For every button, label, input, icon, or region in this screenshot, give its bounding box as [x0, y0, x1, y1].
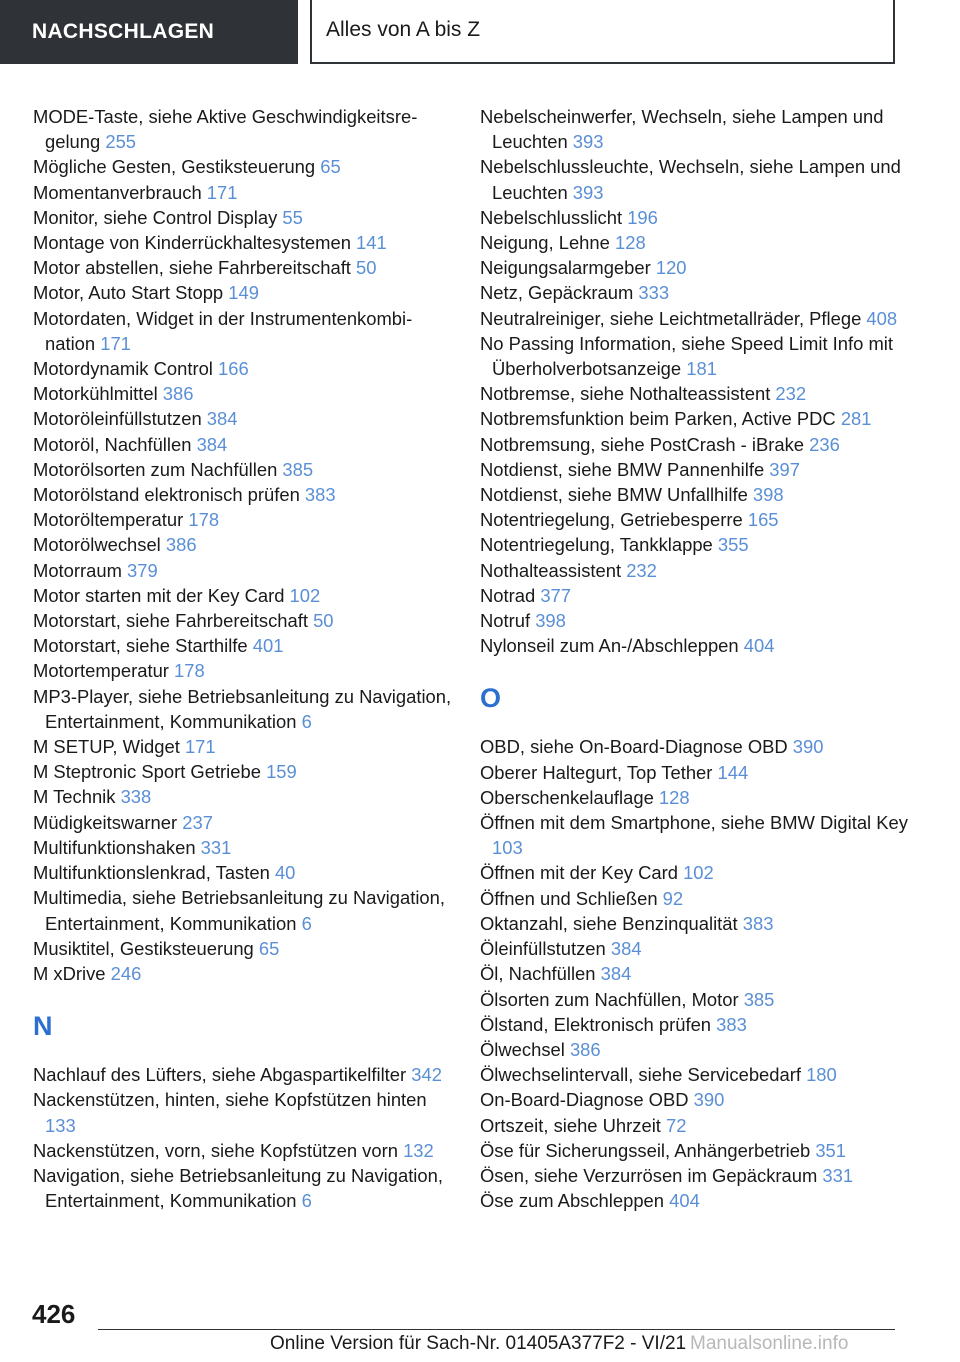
index-entry-text: Öffnen mit der Key Card: [480, 862, 684, 884]
index-entry: [480, 1163, 920, 1188]
index-entry-text: Multifunktionslenkrad, Tasten: [33, 862, 275, 884]
index-entry: [33, 381, 453, 406]
index-entry-text: Monitor, siehe Control Display: [33, 206, 283, 228]
index-entry-text: Notentriegelung, Getriebesperre: [480, 509, 748, 531]
page-reference-link[interactable]: 393: [572, 131, 604, 153]
page-reference-link[interactable]: 281: [840, 408, 872, 430]
index-entry-text: Öleinfüllstutzen: [480, 938, 611, 960]
index-entry-text: OBD, siehe On-Board-Diagnose OBD: [480, 736, 793, 758]
index-entry: [33, 432, 453, 457]
index-entry: [33, 1138, 453, 1163]
index-entry-text: Motortemperatur: [33, 660, 175, 682]
index-entry-text: Öse für Sicherungsseil, Anhängerbetrieb: [480, 1139, 816, 1161]
index-entry: [480, 280, 920, 305]
index-entry-text: No Passing Information, siehe Speed Limit Info mit Überholverbotsanzeige: [480, 332, 893, 380]
index-entry: [480, 911, 920, 936]
page-reference-link[interactable]: 386: [162, 383, 194, 405]
page-reference-link[interactable]: 50: [313, 610, 334, 632]
page-reference-link[interactable]: 398: [752, 484, 784, 506]
section-tab: NACHSCHLAGEN: [0, 0, 298, 64]
index-entry: [480, 306, 920, 331]
index-entry: [33, 104, 453, 154]
index-entry-text: M Technik: [33, 786, 121, 808]
index-entry-text: Nothalteassistent: [480, 559, 627, 581]
page-reference-link[interactable]: 55: [282, 206, 303, 228]
page-reference-link[interactable]: 397: [769, 458, 800, 480]
page-reference-link[interactable]: 390: [693, 1089, 725, 1111]
index-entry: [480, 1062, 920, 1087]
index-entry: [33, 684, 453, 734]
index-entry-text: Motorölsorten zum Nachfüllen: [33, 458, 283, 480]
index-entry: [480, 583, 920, 608]
index-entry: [33, 658, 453, 683]
page-reference-link[interactable]: 6: [301, 710, 312, 732]
index-entry: [480, 936, 920, 961]
page-reference-link[interactable]: 333: [638, 282, 670, 304]
index-entry-text: M Steptronic Sport Getriebe: [33, 761, 267, 783]
page-reference-link[interactable]: 6: [301, 912, 312, 934]
index-entry-text: Mögliche Gesten, Gestiksteuerung: [33, 156, 321, 178]
page-reference-link[interactable]: 255: [105, 131, 137, 153]
index-entry: [33, 1062, 453, 1087]
index-entry-text: Öffnen mit dem Smartphone, siehe BMW Digital Key: [480, 812, 908, 834]
page-reference-link[interactable]: 165: [747, 509, 779, 531]
page-reference-link[interactable]: 404: [669, 1190, 700, 1212]
index-entry-text: MODE-Taste, siehe Aktive Geschwindigkeitsregelung: [33, 106, 418, 153]
index-entry: [480, 1138, 920, 1163]
page-reference-link[interactable]: 404: [743, 635, 775, 657]
index-entry: [480, 961, 920, 986]
index-entry: [480, 482, 920, 507]
index-entry-text: Neigung, Lehne: [480, 232, 615, 254]
page-title: Alles von A bis Z: [326, 18, 481, 41]
index-entry: [480, 860, 920, 885]
page-reference-link[interactable]: 237: [182, 811, 213, 833]
index-entry: [33, 1163, 453, 1213]
page-reference-link[interactable]: 338: [120, 786, 152, 808]
page-reference-link[interactable]: 232: [626, 559, 657, 581]
index-entry-text: M SETUP, Widget: [33, 736, 185, 758]
index-entry-text: Navigation, siehe Betriebsanleitung zu Navigation, Entertainment, Kommunikation: [33, 1164, 443, 1212]
index-entry-text: Notrad: [480, 584, 541, 606]
page-reference-link[interactable]: 331: [200, 836, 232, 858]
page-reference-link[interactable]: 6: [301, 1190, 312, 1212]
page-reference-link[interactable]: 383: [304, 484, 336, 506]
index-entry: [33, 885, 453, 935]
index-entry: [480, 1087, 920, 1112]
page-reference-link[interactable]: 141: [356, 232, 387, 254]
page-reference-link[interactable]: 171: [100, 332, 131, 354]
page-reference-link[interactable]: 149: [228, 282, 259, 304]
index-entry: [480, 886, 920, 911]
index-entry: [33, 759, 453, 784]
page-reference-link[interactable]: 178: [174, 660, 205, 682]
index-column-left: [33, 104, 453, 1213]
page-reference-link[interactable]: 50: [356, 257, 377, 279]
index-entry: [480, 507, 920, 532]
footer-divider: [98, 1329, 895, 1330]
index-entry: [480, 987, 920, 1012]
page-reference-link[interactable]: 384: [600, 963, 632, 985]
watermark: Manualsonline.info: [690, 1333, 849, 1354]
index-entry: [480, 331, 920, 381]
page-reference-link[interactable]: 383: [716, 1013, 747, 1035]
page-reference-link[interactable]: 180: [806, 1064, 837, 1086]
page-reference-link[interactable]: 72: [666, 1114, 687, 1136]
page-reference-link[interactable]: 246: [110, 962, 142, 984]
page-reference-link[interactable]: 65: [320, 156, 341, 178]
index-entry-text: Nylonseil zum An-/Abschleppen: [480, 635, 744, 657]
index-entry: [480, 785, 920, 810]
index-entry-text: Neutralreiniger, siehe Leichtmetallräder, Pflege: [480, 307, 867, 329]
page-reference-link[interactable]: 128: [658, 786, 690, 808]
index-entry-text: Motorölwechsel: [33, 534, 166, 556]
index-entry: [33, 356, 453, 381]
page-reference-link[interactable]: 103: [492, 837, 523, 859]
index-entry-text: Motorkühlmittel: [33, 383, 163, 405]
page-reference-link[interactable]: 385: [282, 458, 314, 480]
index-entry: [33, 784, 453, 809]
index-entry: [480, 760, 920, 785]
index-entry: [480, 381, 920, 406]
index-entry: [33, 280, 453, 305]
index-entry-text: Notdienst, siehe BMW Pannenhilfe: [480, 458, 770, 480]
index-entry: [33, 936, 453, 961]
index-entry-text: Notdienst, siehe BMW Unfallhilfe: [480, 484, 753, 506]
page-reference-link[interactable]: 377: [540, 584, 571, 606]
index-entry-text: Musiktitel, Gestiksteuerung: [33, 937, 259, 959]
page-reference-link[interactable]: 385: [743, 988, 775, 1010]
page-reference-link[interactable]: 128: [614, 232, 646, 254]
page-reference-link[interactable]: 408: [866, 307, 898, 329]
index-entry-text: Motordynamik Control: [33, 358, 218, 380]
index-entry-text: Motor abstellen, siehe Fahrbereitschaft: [33, 257, 357, 279]
page-reference-link[interactable]: 384: [196, 433, 228, 455]
index-entry-text: Nackenstützen, vorn, siehe Kopfstützen vorn: [33, 1139, 404, 1161]
index-entry: [480, 457, 920, 482]
page-reference-link[interactable]: 401: [252, 635, 284, 657]
index-entry: [33, 180, 453, 205]
index-entry: [480, 255, 920, 280]
index-entry-text: Oktanzahl, siehe Benzinqualität: [480, 912, 743, 934]
index-letter-heading: N: [33, 1011, 53, 1042]
index-entry: [33, 154, 453, 179]
index-entry: [33, 255, 453, 280]
index-entry: [33, 205, 453, 230]
index-entry-text: Öffnen und Schließen: [480, 887, 663, 909]
index-entry-text: Neigungsalarmgeber: [480, 257, 656, 279]
index-entry-text: Momentanverbrauch: [33, 181, 207, 203]
index-entry: [33, 583, 453, 608]
index-entry: [33, 961, 453, 986]
page-reference-link[interactable]: 178: [188, 509, 220, 531]
page-reference-link[interactable]: 133: [45, 1114, 76, 1136]
page-reference-link[interactable]: 342: [411, 1064, 442, 1086]
page-reference-link[interactable]: 379: [127, 559, 158, 581]
page-reference-link[interactable]: 171: [184, 736, 216, 758]
page-reference-link[interactable]: 386: [569, 1038, 601, 1060]
page-reference-link[interactable]: 383: [742, 912, 774, 934]
index-entry: [480, 1012, 920, 1037]
page-reference-link[interactable]: 355: [717, 534, 749, 556]
page-reference-link[interactable]: 232: [775, 383, 807, 405]
index-entry-text: Motordaten, Widget in der Instrumentenkombination: [33, 307, 413, 354]
index-entry-text: Motorölstand elektronisch prüfen: [33, 484, 305, 506]
index-entry: [480, 1037, 920, 1062]
page-reference-link[interactable]: 65: [258, 937, 280, 959]
page-reference-link[interactable]: 159: [266, 761, 297, 783]
page-reference-link[interactable]: 351: [815, 1139, 847, 1161]
index-entry-text: Multimedia, siehe Betriebsanleitung zu Navigation, Entertainment, Kommunikation: [33, 887, 445, 934]
index-entry-text: Ösen, siehe Verzurrösen im Gepäckraum: [480, 1164, 823, 1186]
page-reference-link[interactable]: 144: [717, 761, 749, 783]
index-entry-text: Nackenstützen, hinten, siehe Kopfstützen hinten: [33, 1089, 427, 1111]
index-letter-heading: O: [480, 683, 502, 714]
index-entry: [33, 558, 453, 583]
page-reference-link[interactable]: 181: [686, 358, 717, 380]
index-entry: [33, 734, 453, 759]
index-entry: [480, 734, 920, 759]
index-entry: [480, 230, 920, 255]
index-entry-text: Öl, Nachfüllen: [480, 963, 601, 985]
index-entry-text: Netz, Gepäckraum: [480, 282, 639, 304]
index-entry: [33, 306, 453, 356]
page-reference-link[interactable]: 196: [627, 206, 658, 228]
index-entry-text: Ölwechsel: [480, 1038, 570, 1060]
page-reference-link[interactable]: 102: [289, 584, 321, 606]
index-entry: [33, 532, 453, 557]
index-entry: [480, 406, 920, 431]
index-entry: [33, 633, 453, 658]
index-entry-text: Ölstand, Elektronisch prüfen: [480, 1013, 717, 1035]
index-entry-text: Notentriegelung, Tankklappe: [480, 534, 718, 556]
index-entry-text: On-Board-Diagnose OBD: [480, 1089, 694, 1111]
index-entry: [33, 457, 453, 482]
page-reference-link[interactable]: 120: [655, 257, 687, 279]
index-entry: [480, 633, 920, 658]
index-entry-text: Motoröl, Nachfüllen: [33, 433, 197, 455]
index-entry: [33, 810, 453, 835]
index-column-right: [480, 104, 920, 1213]
page-reference-link[interactable]: 166: [218, 358, 249, 380]
page-reference-link[interactable]: 393: [572, 181, 604, 203]
index-entry: [33, 406, 453, 431]
index-entry-text: MP3-Player, siehe Betriebsanleitung zu Navigation, Entertainment, Kommunikation: [33, 685, 452, 732]
index-entry: [480, 432, 920, 457]
index-entry-text: Notbremsung, siehe PostCrash - iBrake: [480, 433, 810, 455]
index-entry-text: M xDrive: [33, 962, 111, 984]
page-reference-link[interactable]: 236: [809, 433, 840, 455]
index-entry: [480, 558, 920, 583]
online-version-text: Online Version für Sach-Nr. 01405A377F2 - VI/21: [270, 1333, 687, 1354]
index-entry: [33, 507, 453, 532]
index-entry: [480, 608, 920, 633]
page-reference-link[interactable]: 331: [822, 1164, 854, 1186]
index-entry-text: Ölwechselintervall, siehe Servicebedarf: [480, 1064, 807, 1086]
index-entry-text: Ölsorten zum Nachfüllen, Motor: [480, 988, 744, 1010]
index-entry-text: Motor starten mit der Key Card: [33, 584, 290, 606]
header-title-box: [312, 0, 895, 64]
index-entry-text: Oberschenkelauflage: [480, 786, 659, 808]
index-entry-text: Motor, Auto Start Stopp: [33, 282, 229, 304]
page-reference-link[interactable]: 40: [274, 862, 296, 884]
index-entry-text: Notruf: [480, 610, 536, 632]
index-entry-text: Notbremse, siehe Nothalteassistent: [480, 383, 776, 405]
page-reference-link[interactable]: 386: [165, 534, 197, 556]
index-entry-text: Oberer Haltegurt, Top Tether: [480, 761, 718, 783]
index-entry: [33, 608, 453, 633]
index-entry: [480, 104, 920, 154]
index-entry: [480, 1188, 920, 1213]
index-entry: [480, 154, 920, 204]
index-entry-text: Müdigkeitswarner: [33, 811, 183, 833]
page-reference-link[interactable]: 171: [206, 181, 238, 203]
index-entry-text: Multifunktionshaken: [33, 836, 201, 858]
page-reference-link[interactable]: 384: [610, 938, 642, 960]
index-entry-text: Notbremsfunktion beim Parken, Active PDC: [480, 408, 841, 430]
index-entry-text: Nebelschlussleuchte, Wechseln, siehe Lampen und Leuchten: [480, 156, 901, 203]
index-entry-text: Motoröleinfüllstutzen: [33, 408, 207, 430]
index-entry-text: Öse zum Abschleppen: [480, 1190, 670, 1212]
index-entry-text: Motorstart, siehe Fahrbereitschaft: [33, 610, 314, 632]
page-number: 426: [32, 1299, 76, 1329]
page-reference-link[interactable]: 398: [535, 610, 566, 632]
index-entry-text: Motoröltemperatur: [33, 509, 189, 531]
index-entry: [33, 230, 453, 255]
page-reference-link[interactable]: 92: [662, 887, 684, 909]
index-entry: [33, 835, 453, 860]
page-header: [0, 0, 960, 66]
index-entry-text: Motorstart, siehe Starthilfe: [33, 635, 253, 657]
page-reference-link[interactable]: 132: [403, 1139, 434, 1161]
index-entry: [480, 1113, 920, 1138]
index-entry-text: Motorraum: [33, 559, 128, 581]
page-reference-link[interactable]: 384: [206, 408, 238, 430]
index-entry-text: Nebelscheinwerfer, Wechseln, siehe Lampen und Leuchten: [480, 106, 884, 153]
page-reference-link[interactable]: 102: [683, 862, 714, 884]
index-entry: [480, 810, 920, 860]
index-entry: [33, 860, 453, 885]
index-entry-text: Nachlauf des Lüfters, siehe Abgaspartikelfilter: [33, 1064, 412, 1086]
index-entry-text: Montage von Kinderrückhaltesystemen: [33, 232, 357, 254]
index-entry: [480, 532, 920, 557]
index-entry: [33, 482, 453, 507]
page-reference-link[interactable]: 390: [792, 736, 824, 758]
index-entry: [480, 205, 920, 230]
index-entry-text: Nebelschlusslicht: [480, 206, 628, 228]
index-entry: [33, 1087, 453, 1137]
index-entry-text: Ortszeit, siehe Uhrzeit: [480, 1114, 667, 1136]
